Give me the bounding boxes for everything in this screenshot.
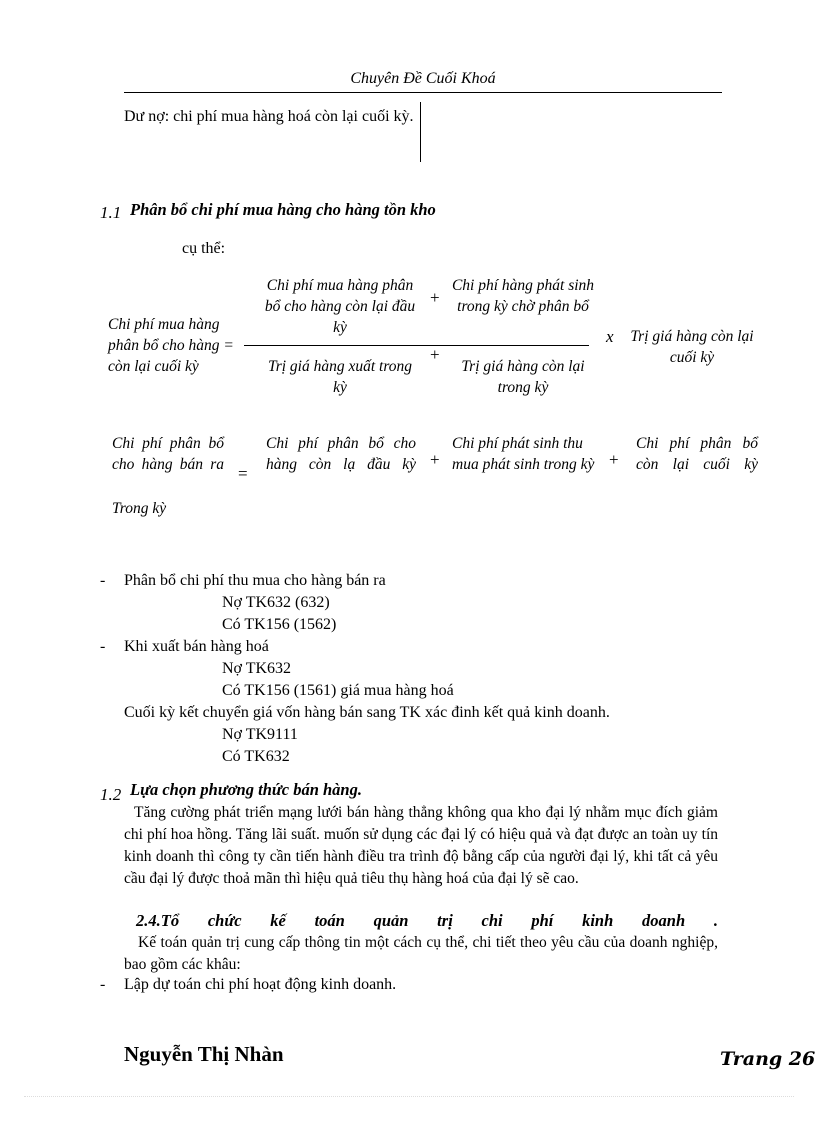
t-account-divider: [420, 102, 421, 162]
entry-item-2-debit: Nợ TK632: [222, 660, 292, 677]
entry-item-2-credit: Có TK156 (1561) giá mua hàng hoá: [222, 682, 454, 699]
formula1-right: Trị giá hàng còn lại cuối kỳ: [630, 328, 754, 366]
entry-item-1: Phân bổ chi phí thu mua cho hàng bán ra: [124, 572, 386, 589]
formula2-term-a: Chi phí phân bổ cho hàng còn lạ đầu kỳ: [266, 435, 416, 473]
entry-item-1-debit: Nợ TK632 (632): [222, 594, 330, 611]
formula1-denominator-b: Trị giá hàng còn lại trong kỳ: [461, 358, 585, 396]
footer-author: Nguyễn Thị Nhàn: [124, 1042, 284, 1066]
closing-entry: Cuối kỳ kết chuyển giá vốn hàng bán sang TK xác đinh kết quả kinh doanh.: [124, 704, 610, 721]
formula2-equals: =: [238, 464, 248, 483]
formula1-numerator-a: Chi phí mua hàng phân bổ cho hàng còn lại đầu kỳ: [264, 277, 416, 336]
section-2-4-title: 2.4.Tổ chức kế toán quản trị chi phí kinh doanh .: [136, 911, 718, 930]
formula2-left: Chi phí phân bổ cho hàng bán ra: [112, 435, 224, 473]
closing-entry-debit: Nợ TK9111: [222, 726, 298, 743]
formula1-denominator-a: Trị giá hàng xuất trong kỳ: [267, 358, 413, 396]
formula1-numerator-b: Chi phí hàng phát sinh trong kỳ chờ phân bổ: [451, 277, 595, 315]
formula2-left-line2: Trong kỳ: [112, 500, 167, 517]
entry-item-2: Khi xuất bán hàng hoá: [124, 638, 269, 655]
section-2-4-bullet: Lập dự toán chi phí hoạt động kinh doanh.: [124, 976, 397, 993]
formula1-left: Chi phí mua hàng phân bổ cho hàng = còn lại cuối kỳ: [108, 316, 234, 375]
formula2-term-c: Chi phí phân bổ còn lại cuối kỳ: [636, 435, 758, 473]
section-2-4-paragraph: Kế toán quản trị cung cấp thông tin một cách cụ thể, chi tiết theo yêu cầu của doanh nghiệp, bao gồm các khâu:: [124, 934, 718, 973]
footer-page-number: Trang 26: [720, 1048, 816, 1070]
section-1-1-number: 1.1: [100, 203, 122, 222]
bullet-dash: -: [100, 572, 106, 589]
header-title: Chuyên Đề Cuối Khoá: [350, 70, 496, 87]
footer-divider: [24, 1096, 794, 1097]
section-1-2-title: Lựa chọn phương thức bán hàng.: [130, 780, 362, 799]
bullet-dash: -: [100, 976, 106, 993]
formula1-plus-top: +: [430, 288, 440, 307]
section-1-2-paragraph: Tăng cường phát triển mạng lưới bán hàng thẳng không qua kho đại lý nhằm mục đích giảm chi phí hoa hồng. Tăng lãi suất. muốn sử dụng các đại lý có hiệu quả và đạt được an toàn uy tín kinh doanh thì công ty cần tiến hành điều tra trình độ bằng cấp của người đại lý, khi tất cả yêu cầu đại lý được thoả mãn thì hiệu quả tiêu thụ hàng hoá của đại lý sẽ cao.: [124, 804, 718, 887]
formula2-term-b: Chi phí phát sinh thu mua phát sinh trong kỳ: [452, 435, 595, 473]
section-1-1-title: Phân bổ chi phí mua hàng cho hàng tồn kho: [130, 200, 436, 219]
entry-item-1-credit: Có TK156 (1562): [222, 616, 337, 633]
formula1-plus-bottom: +: [430, 345, 440, 364]
debit-balance-text: Dư nợ: chi phí mua hàng hoá còn lại cuối kỳ.: [124, 108, 414, 125]
formula2-plus-1: +: [430, 450, 440, 469]
section-1-2-number: 1.2: [100, 785, 122, 804]
formula1-times: x: [606, 327, 614, 346]
header-rule: [124, 92, 722, 93]
formula1-fraction-bar: [244, 345, 589, 346]
specific-label: cụ thể:: [182, 240, 226, 257]
bullet-dash: -: [100, 638, 106, 655]
formula2-plus-2: +: [609, 450, 619, 469]
closing-entry-credit: Có TK632: [222, 748, 290, 765]
